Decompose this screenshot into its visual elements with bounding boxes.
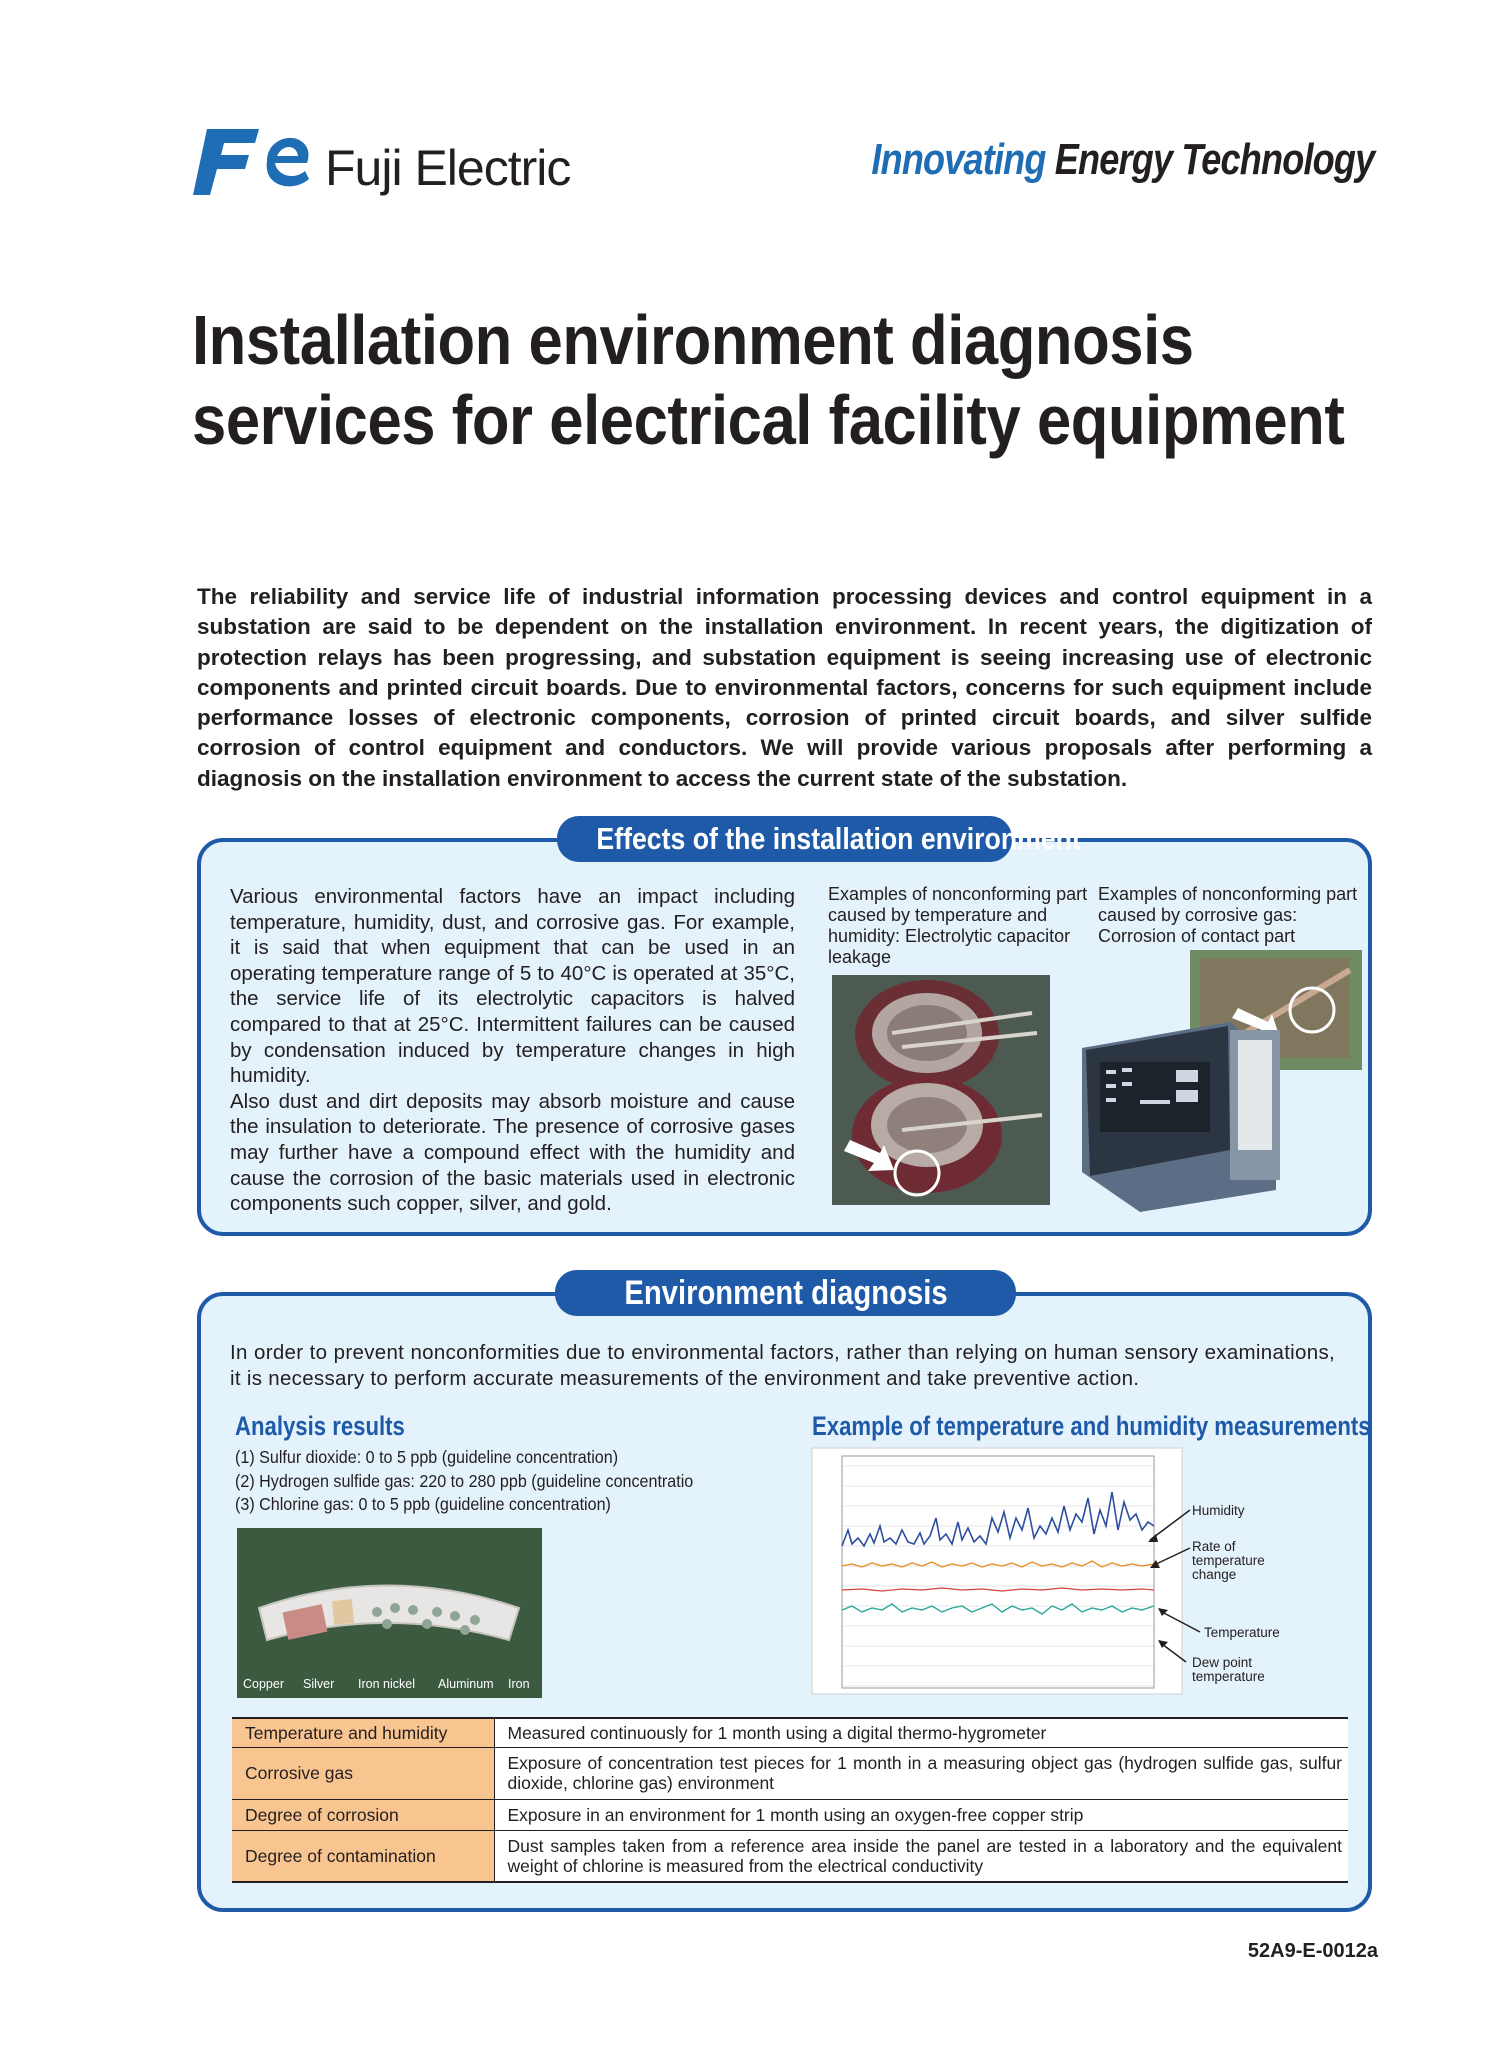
strip-label-iron-nickel: Iron nickel <box>358 1677 415 1691</box>
table-item-cell: Degree of corrosion <box>232 1799 494 1830</box>
tagline <box>871 135 1374 185</box>
analysis-results-heading: Analysis results <box>235 1411 405 1441</box>
label-dew-point: Dew point temperature <box>1192 1655 1265 1684</box>
analysis-results-list <box>235 1446 713 1517</box>
table-row <box>232 1799 1348 1830</box>
result-item: (2) Hydrogen sulfide gas: 220 to 280 ppb (guideline concentratio <box>235 1470 694 1491</box>
tagline-energy-technology: Energy Technology <box>1054 135 1374 184</box>
table-method-cell: Measured continuously for 1 month using a digital thermo-hygrometer <box>494 1718 1348 1747</box>
table-item-cell: Temperature and humidity <box>232 1718 494 1747</box>
caption-capacitor: Examples of nonconforming part caused by temperature and humidity: Electrolytic capacitor leakage <box>828 884 1088 967</box>
table-row <box>232 1718 1348 1747</box>
test-strip-photo <box>237 1528 542 1698</box>
brand-name: Fuji Electric <box>325 140 571 196</box>
effects-paragraph-2: Also dust and dirt deposits may absorb moisture and cause the insulation to deteriorate. The presence of corrosive gases may further have a compound effect with the humidity and cause the corrosion of the basic materials used in electronic components such copper, silver, and gold. <box>230 1089 795 1216</box>
diagnosis-heading <box>555 1270 1016 1316</box>
relay-corrosion-photo <box>1080 950 1362 1210</box>
result-item: (3) Chlorine gas: 0 to 5 ppb (guideline concentration) <box>235 1494 611 1514</box>
label-rate-of-change: Rate of temperature change <box>1192 1539 1265 1582</box>
diagnosis-intro: In order to prevent nonconformities due to environmental factors, rather than relying on human sensory examinations, it is necessary to perform accurate measurements of the environment and take preventive action. <box>230 1341 1335 1390</box>
table-row <box>232 1830 1348 1882</box>
strip-label-silver: Silver <box>303 1677 335 1691</box>
fuji-electric-logo <box>197 127 617 197</box>
diagnosis-heading-text: Environment diagnosis <box>623 1274 948 1312</box>
measurements-heading: Example of temperature and humidity measurements <box>812 1411 1371 1441</box>
strip-label-aluminum: Aluminum <box>438 1677 494 1691</box>
table-method-cell: Dust samples taken from a reference area inside the panel are tested in a laboratory and the equivalent weight of chlorine is measured from the electrical conductivity <box>494 1830 1348 1882</box>
page-title-line1: Installation environment diagnosis <box>192 301 1194 379</box>
document-number: 52A9-E-0012a <box>1247 1940 1378 1962</box>
effects-paragraph-1: Various environmental factors have an impact including temperature, humidity, dust, and corrosive gas. For example, it is said that when equipment that can be used in an operating temperature range of 5 to 40°C is operated at 35°C, the service life of its electrolytic capacitors is halved compared to that at 25°C. Intermittent failures can be caused by condensation induced by temperature changes in high humidity. <box>230 885 795 1088</box>
diagnosis-methods-table <box>232 1717 1348 1883</box>
strip-label-copper: Copper <box>243 1677 284 1691</box>
table-item-cell: Degree of contamination <box>232 1830 494 1882</box>
tagline-innovating: Innovating <box>871 135 1046 184</box>
effects-text <box>230 884 795 1217</box>
caption-corrosion: Examples of nonconforming part caused by corrosive gas: Corrosion of contact part <box>1098 884 1358 946</box>
table-method-cell: Exposure of concentration test pieces for 1 month in a measuring object gas (hydrogen sulfide gas, sulfur dioxide, chlorine gas) environment <box>494 1747 1348 1799</box>
logo-e-mark <box>267 138 309 186</box>
capacitor-leakage-photo <box>832 975 1050 1205</box>
intro-paragraph: The reliability and service life of industrial information processing devices and control equipment in a substation are said to be dependent on the installation environment. In recent years, the digitization of protection relays has been progressing, and substation equipment is seeing increasing use of electronic components and printed circuit boards. Due to environmental factors, concerns for such equipment include performance losses of electronic components, corrosion of printed circuit boards, and silver sulfide corrosion of control equipment and conductors. We will provide various proposals after performing a diagnosis on the installation environment to access the current state of the substation. <box>197 584 1372 791</box>
table-item-cell: Corrosive gas <box>232 1747 494 1799</box>
result-item: (1) Sulfur dioxide: 0 to 5 ppb (guideline concentration) <box>235 1447 619 1467</box>
table-method-cell: Exposure in an environment for 1 month using an oxygen-free copper strip <box>494 1799 1348 1830</box>
label-humidity: Humidity <box>1192 1503 1245 1518</box>
temperature-humidity-chart <box>812 1448 1182 1694</box>
page-title <box>192 300 1345 460</box>
strip-label-iron: Iron <box>508 1677 530 1691</box>
label-temperature: Temperature <box>1204 1625 1280 1640</box>
page-title-line2: services for electrical facility equipment <box>192 381 1345 459</box>
effects-heading <box>557 816 1081 862</box>
effects-heading-text: Effects of the installation environment <box>596 821 1081 856</box>
logo-f-mark <box>193 129 259 195</box>
table-row <box>232 1747 1348 1799</box>
